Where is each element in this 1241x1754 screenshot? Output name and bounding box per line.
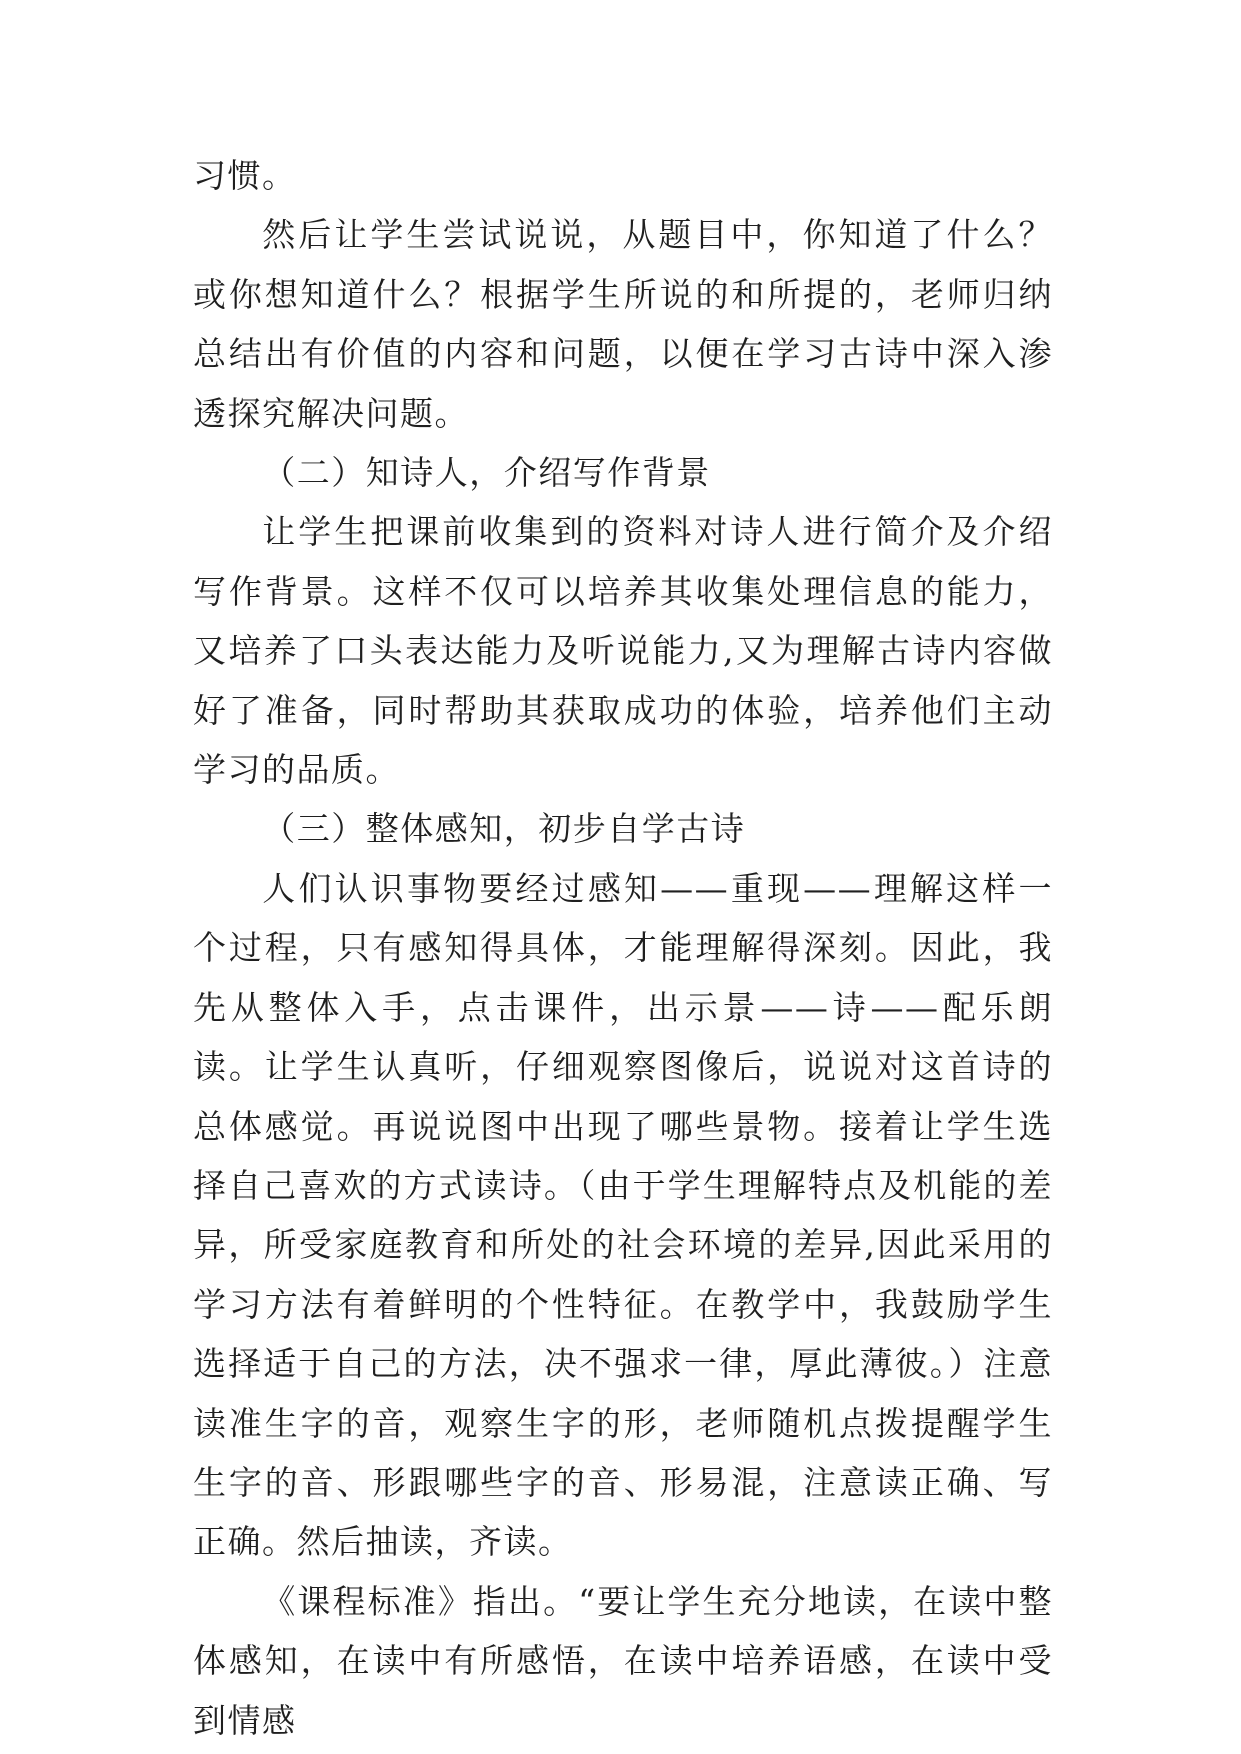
section-heading-3: （三）整体感知，初步自学古诗 <box>262 809 746 849</box>
paragraph-perception: 人们认识事物要经过感知——重现——理解这样一个过程，只有感知得具体，才能理解得深刻。因此，我先从整体入手，点击课件，出示景——诗——配乐朗读。让学生认真听，仔细观察图像后，说说对这首诗的总体感觉。再说说图中出现了哪些景物。接着让学生选择自己喜欢的方式读诗。（由于学生理解特点及机能的差异，所受家庭教育和所处的社会环境的差异,因此采用的学习方法有着鲜明的个性特征。在教学中，我鼓励学生选择适于自己的方法，决不强求一律，厚此薄彼。）注意读准生字的音，观察生字的形，老师随机点拨提醒学生生字的音、形跟哪些字的音、形易混，注意读正确、写正确。然后抽读，齐读。 <box>193 868 1053 1562</box>
document-body <box>193 146 1053 1750</box>
paragraph-continuation: 习惯。 <box>193 156 297 195</box>
paragraph-background: 让学生把课前收集到的资料对诗人进行简介及介绍写作背景。这样不仅可以培养其收集处理信息的能力，又培养了口头表达能力及听说能力,又为理解古诗内容做好了准备，同时帮助其获取成功的体验，培养他们主动学习的品质。 <box>193 512 1053 790</box>
paragraph-curriculum-standard: 《课程标准》指出。“要让学生充分地读，在读中整体感知，在读中有所感悟，在读中培养语感，在读中受到情感 <box>193 1581 1053 1740</box>
paragraph-question-prompt: 然后让学生尝试说说，从题目中，你知道了什么？或你想知道什么？根据学生所说的和所提的，老师归纳总结出有价值的内容和问题，以便在学习古诗中深入渗透探究解决问题。 <box>193 215 1053 433</box>
section-heading-2: （二）知诗人，介绍写作背景 <box>262 453 711 493</box>
